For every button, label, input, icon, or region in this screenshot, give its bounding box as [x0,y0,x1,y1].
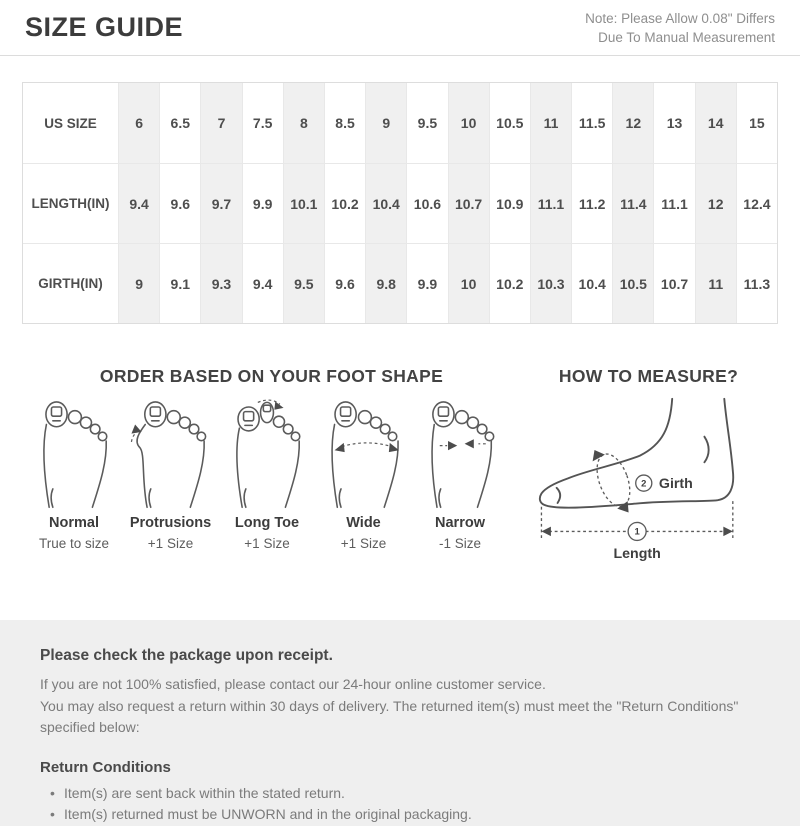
size-cell: 11 [530,83,571,163]
foot-shape-name: Long Toe [234,515,300,531]
size-cell: 12.4 [736,163,777,243]
size-cell: 10.4 [365,163,406,243]
size-cell: 13 [653,83,694,163]
length-number: 1 [634,526,640,538]
foot-shape-normal [28,397,120,551]
size-cell: 8 [283,83,324,163]
return-conditions-list [50,783,760,826]
foot-shape-section [0,366,515,580]
wide-foot-icon [318,397,410,509]
size-cell: 10.5 [612,243,653,323]
measure-title: HOW TO MEASURE? [558,366,739,386]
size-cell: 10.3 [530,243,571,323]
size-table-row-label: GIRTH(IN) [23,243,118,323]
size-cell: 14 [695,83,736,163]
return-condition-item: • Item(s) are sent back within the stated return. [50,783,760,805]
header [0,0,800,56]
size-table [23,83,777,323]
length-label: Length [613,545,661,562]
size-cell: 10.7 [653,243,694,323]
size-cell: 9.5 [283,243,324,323]
size-cell: 11 [695,243,736,323]
size-cell: 6.5 [159,83,200,163]
feet-row [28,397,506,551]
size-cell: 10 [448,243,489,323]
foot-shape-wide [318,397,410,551]
size-cell: 10.1 [283,163,324,243]
foot-shape-advice: True to size [38,536,110,551]
foot-shape-narrow [414,397,506,551]
package-check-heading: Please check the package upon receipt. [40,647,333,664]
foot-shape-long-toe [221,397,313,551]
size-cell: 11.3 [736,243,777,323]
size-cell: 9.8 [365,243,406,323]
narrow-foot-icon [414,397,506,509]
size-table-row-label: LENGTH(IN) [23,163,118,243]
page-title: SIZE GUIDE [25,12,184,42]
girth-number: 2 [641,478,647,490]
size-cell: 9 [118,243,159,323]
size-cell: 9.5 [406,83,447,163]
size-cell: 10.9 [489,163,530,243]
size-cell: 12 [612,83,653,163]
size-cell: 11.1 [530,163,571,243]
foot-side-view-icon [526,395,771,580]
foot-shape-title: ORDER BASED ON YOUR FOOT SHAPE [99,366,444,386]
size-cell: 7 [200,83,241,163]
size-cell: 6 [118,83,159,163]
size-cell: 10.5 [489,83,530,163]
foot-shape-advice: +1 Size [147,536,194,551]
size-cell: 7.5 [242,83,283,163]
size-cell: 9.3 [200,243,241,323]
size-cell: 10.6 [406,163,447,243]
size-table-wrapper [22,82,778,324]
foot-shape-name: Wide [346,515,381,531]
measurement-note-line2: Due To Manual Measurement [598,29,775,45]
foot-shape-advice: +1 Size [244,536,290,551]
size-cell: 10.4 [571,243,612,323]
protrusions-foot-icon [125,397,217,509]
foot-shape-advice: -1 Size [438,536,482,551]
size-cell: 10.7 [448,163,489,243]
policy-line-1: If you are not 100% satisfied, please contact our 24-hour online customer service. [40,676,546,692]
size-cell: 9.1 [159,243,200,323]
size-cell: 10.2 [489,243,530,323]
foot-shape-name: Normal [49,515,99,531]
measurement-note [585,9,775,47]
size-table-row-label: US SIZE [23,83,118,163]
foot-shape-advice: +1 Size [340,536,387,551]
size-cell: 11.4 [612,163,653,243]
girth-label: Girth [658,475,693,492]
size-cell: 10 [448,83,489,163]
size-cell: 8.5 [324,83,365,163]
size-cell: 9.6 [324,243,365,323]
foot-shape-name: Narrow [435,515,485,531]
size-cell: 9.7 [200,163,241,243]
policy-line-2: You may also request a return within 30 days of delivery. The returned item(s) must meet the "Return Conditions" [40,697,739,714]
foot-shape-protrusions [125,397,217,551]
size-cell: 9.6 [159,163,200,243]
return-condition-item: • Item(s) returned must be UNWORN and in the original packaging. [50,804,760,826]
size-cell: 11.5 [571,83,612,163]
return-policy-section [0,620,800,826]
size-cell: 9.9 [242,163,283,243]
policy-line-3: specified below: [40,719,140,735]
measure-section [515,366,800,580]
normal-foot-icon [28,397,120,509]
measurement-note-line1: Note: Please Allow 0.08" Differs [585,10,775,26]
size-cell: 12 [695,163,736,243]
size-cell: 11.2 [571,163,612,243]
size-cell: 15 [736,83,777,163]
measure-diagram [515,395,782,580]
middle-section [0,366,800,580]
foot-shape-name: Protrusions [129,515,212,531]
return-conditions-heading: Return Conditions [40,758,171,776]
size-cell: 11.1 [653,163,694,243]
size-cell: 9.4 [118,163,159,243]
size-cell: 9.4 [242,243,283,323]
size-cell: 9.9 [406,243,447,323]
size-cell: 9 [365,83,406,163]
long-toe-foot-icon [221,397,313,509]
size-cell: 10.2 [324,163,365,243]
